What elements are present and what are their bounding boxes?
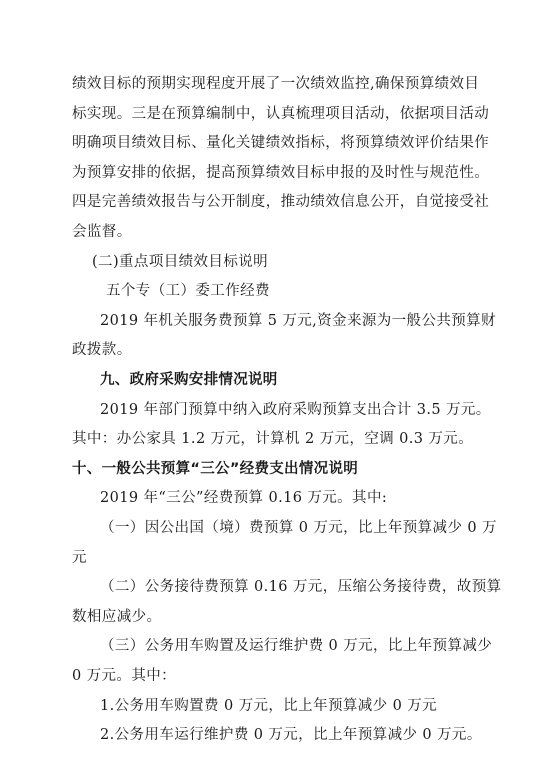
text-line: 绩效目标的预期实现程度开展了一次绩效监控,确保预算绩效目	[72, 76, 480, 92]
text-line: 元	[72, 549, 87, 566]
text-line: 五个专（工）委工作经费	[106, 283, 270, 300]
section-heading: 十、一般公共预算“三公”经费支出情况说明	[72, 460, 359, 477]
text-line: 0 万元。其中：	[72, 668, 177, 684]
text-line: （三）公务用车购置及运行维护费 0 万元，比上年预算减少	[100, 638, 493, 655]
text-line: 数相应减少。	[72, 608, 162, 625]
text-line: 四是完善绩效报告与公开制度，推动绩效信息公开，自觉接受社	[72, 194, 490, 211]
text-line: 2019 年机关服务费预算 5 万元,资金来源为一般公共预算财	[100, 312, 496, 329]
text-line: （二）公务接待费预算 0.16 万元，压缩公务接待费，故预算	[100, 579, 502, 596]
text-line: 标实现。三是在预算编制中，认真梳理项目活动，依据项目活动	[72, 105, 490, 122]
text-line: 2.公务用车运行维护费 0 万元，比上年预算减少 0 万元。	[100, 727, 482, 744]
text-line: 2019 年部门预算中纳入政府采购预算支出合计 3.5 万元。	[100, 401, 491, 418]
text-line: 会监督。	[72, 224, 132, 240]
text-line: 政拨款。	[72, 342, 132, 359]
text-line: 2019 年“三公”经费预算 0.16 万元。其中:	[100, 490, 388, 507]
text-line: 明确项目绩效目标、量化关键绩效指标，将预算绩效评价结果作	[72, 135, 490, 152]
text-line: （一）因公出国（境）费预算 0 万元，比上年预算减少 0 万	[100, 520, 497, 536]
text-line: 其中：办公家具 1.2 万元，计算机 2 万元，空调 0.3 万元。	[72, 431, 474, 448]
text-line: (二)重点项目绩效目标说明	[92, 253, 269, 270]
text-line: 1.公务用车购置费 0 万元，比上年预算减少 0 万元	[100, 697, 438, 714]
section-heading: 九、政府采购安排情况说明	[100, 372, 278, 388]
text-line: 为预算安排的依据，提高预算绩效目标申报的及时性与规范性。	[72, 164, 490, 181]
